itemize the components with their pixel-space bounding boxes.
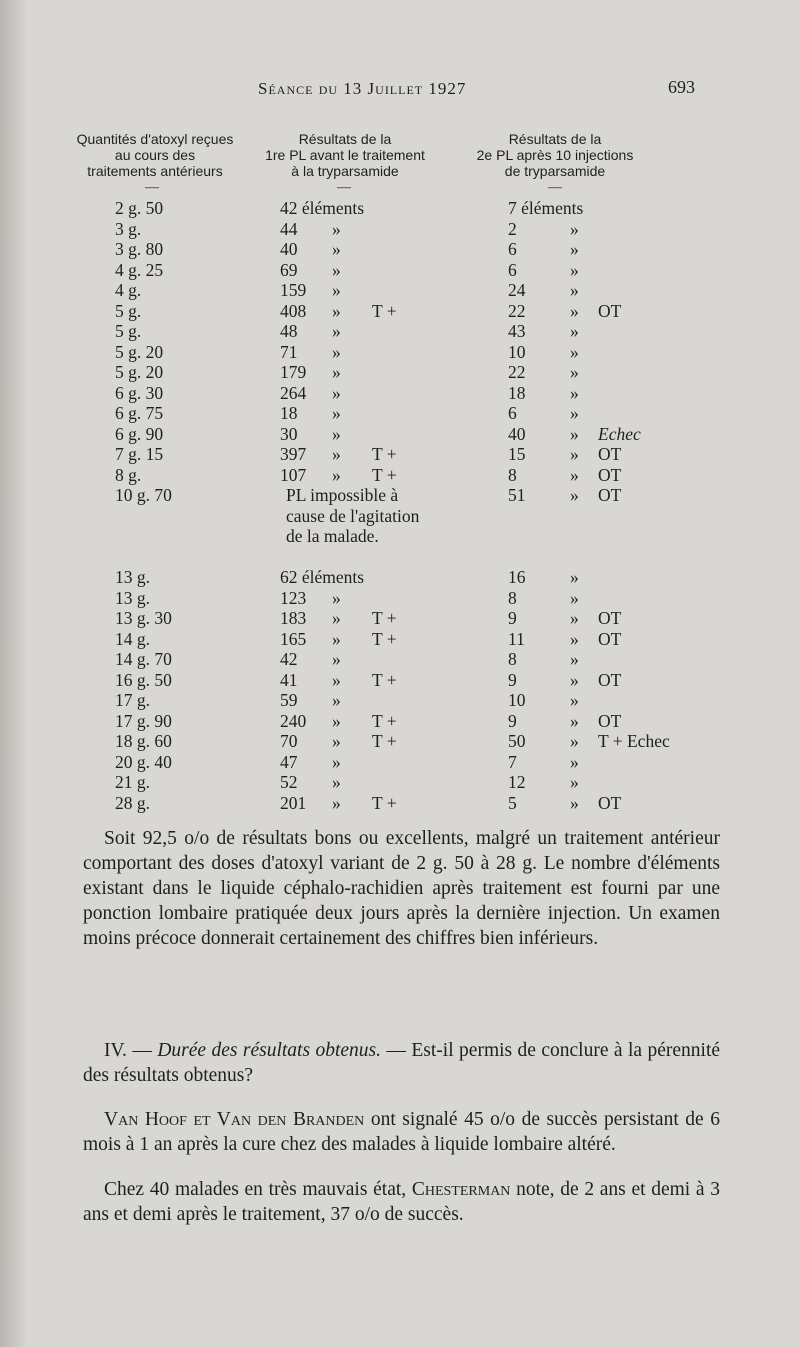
first-pl-ditto-cell: » [332,423,341,444]
column-header-second-pl [455,131,655,179]
second-pl-result-cell: OT [598,710,622,731]
page-number: 693 [668,77,695,97]
table-row [0,485,800,567]
table-row [0,629,800,650]
second-pl-value-cell: 7 éléments [508,198,584,218]
table-row [0,383,800,404]
column-dash: — [145,180,159,195]
second-pl-ditto-cell: » [570,567,579,587]
atoxyl-dose-cell: 17 g. [115,690,150,710]
second-pl-ditto-cell: » [570,321,579,341]
column-header-line: au cours des [114,147,196,163]
table-row [0,690,800,711]
table-row [0,424,800,445]
atoxyl-dose-cell: 8 g. [115,464,142,485]
atoxyl-dose-cell: 6 g. 30 [115,382,164,403]
atoxyl-dose-cell: 5 g. [115,321,142,341]
first-pl-ditto-cell: » [332,444,341,464]
table-row [0,588,800,609]
column-dash: — [337,180,351,195]
atoxyl-dose-cell: 6 g. 90 [115,423,164,444]
section-heading [83,1038,720,1088]
second-pl-ditto-cell: » [570,731,579,751]
table-row [0,342,800,363]
table-row [0,670,800,691]
table-row [0,280,800,301]
atoxyl-dose-cell: 3 g. [115,218,142,239]
second-pl-result-cell: OT [598,669,622,690]
second-pl-result-cell: Echec [598,423,641,444]
paragraph-chesterman [83,1177,720,1227]
second-pl-value-cell: 7 [508,751,517,772]
second-pl-ditto-cell: » [570,608,579,628]
first-pl-value-cell: 44 [280,218,298,239]
first-pl-ditto-cell: » [332,300,341,321]
second-pl-ditto-cell: » [570,690,579,710]
first-pl-ditto-cell: » [332,608,341,628]
first-pl-value-cell: 48 [280,321,298,341]
first-pl-value-cell: 179 [280,362,307,382]
first-pl-value-cell: 71 [280,341,298,362]
column-header-line: traitements antérieurs [87,163,223,179]
second-pl-ditto-cell: » [570,464,579,485]
first-pl-tag-cell: T + [372,710,397,731]
atoxyl-dose-cell: 10 g. 70 [115,485,172,505]
paragraph-van-hoof [83,1107,720,1157]
second-pl-value-cell: 16 [508,567,526,587]
table-row [0,444,800,465]
atoxyl-dose-cell: 6 g. 75 [115,403,164,423]
table-row [0,239,800,260]
second-pl-value-cell: 8 [508,464,517,485]
atoxyl-dose-cell: 5 g. [115,300,142,321]
table-row [0,711,800,732]
first-pl-ditto-cell: » [332,341,341,362]
results-table [0,198,800,813]
page-header [0,75,800,105]
first-pl-tag-cell: T + [372,444,397,464]
second-pl-value-cell: 51 [508,485,526,505]
second-pl-result-cell: OT [598,628,622,649]
second-pl-value-cell: 9 [508,669,517,690]
second-pl-value-cell: 10 [508,690,526,710]
second-pl-value-cell: 24 [508,280,526,300]
second-pl-value-cell: 8 [508,649,517,669]
table-row [0,362,800,383]
atoxyl-dose-cell: 4 g. 25 [115,259,164,280]
first-pl-tag-cell: T + [372,608,397,628]
first-pl-ditto-cell: » [332,218,341,239]
paragraph-text: Soit 92,5 o/o de résultats bons ou excellents, malgré un traitement antérieur comportant des doses d'atoxyl variant de 2 g. 50 à 28 g. Le nombre d'éléments existant dans le liquide céphalo-rachidien après traitement est fourni par une ponction lombaire pratiquée deux jours après la dernière injection. Un examen moins précoce donnerait certainement des chiffres bien inférieurs. [83,828,720,949]
first-pl-ditto-cell: » [332,772,341,792]
first-pl-value-cell: 183 [280,608,307,628]
column-header-line: Résultats de la [298,131,392,147]
author-name: Chesterman [411,1178,511,1200]
first-pl-tag-cell: T + [372,300,397,321]
second-pl-value-cell: 6 [508,239,517,259]
first-pl-tag-cell: T + [372,731,397,751]
first-pl-value-cell: 41 [280,669,298,690]
second-pl-ditto-cell: » [570,669,579,690]
second-pl-value-cell: 12 [508,772,526,792]
column-header-line: Résultats de la [508,131,602,147]
atoxyl-dose-cell: 20 g. 40 [115,751,172,772]
second-pl-value-cell: 15 [508,444,526,464]
first-pl-value-cell: 47 [280,751,298,772]
second-pl-ditto-cell: » [570,259,579,280]
first-pl-tag-cell: T + [372,628,397,649]
first-pl-value-cell: 40 [280,239,298,259]
first-pl-tag-cell: T + [372,669,397,690]
column-header-atoxyl [55,131,255,179]
atoxyl-dose-cell: 21 g. [115,772,150,792]
first-pl-ditto-cell: » [332,362,341,382]
second-pl-value-cell: 11 [508,628,525,649]
first-pl-ditto-cell: » [332,669,341,690]
first-pl-value-cell: 30 [280,423,298,444]
second-pl-ditto-cell: » [570,362,579,382]
second-pl-value-cell: 22 [508,300,526,321]
second-pl-result-cell: OT [598,485,622,505]
first-pl-tag-cell: T + [372,792,397,813]
second-pl-result-cell: OT [598,792,622,813]
first-pl-ditto-cell: » [332,239,341,259]
first-pl-ditto-cell: » [332,464,341,485]
second-pl-result-cell: OT [598,608,622,628]
first-pl-ditto-cell: » [332,690,341,710]
atoxyl-dose-cell: 17 g. 90 [115,710,172,731]
second-pl-value-cell: 10 [508,341,526,362]
column-header-first-pl [240,131,450,179]
second-pl-ditto-cell: » [570,444,579,464]
second-pl-value-cell: 9 [508,710,517,731]
table-row [0,772,800,793]
atoxyl-dose-cell: 28 g. [115,792,150,813]
atoxyl-dose-cell: 2 g. 50 [115,198,164,218]
paragraph-text: note, de 2 ans et demi à 3 ans et demi après le traitement, 37 o/o de succès. [83,1178,720,1225]
second-pl-value-cell: 22 [508,362,526,382]
second-pl-ditto-cell: » [570,382,579,403]
column-header-line: de tryparsamide [504,163,606,179]
second-pl-value-cell: 43 [508,321,526,341]
column-header-line: à la tryparsamide [291,163,399,179]
atoxyl-dose-cell: 5 g. 20 [115,362,164,382]
first-pl-value-cell: 70 [280,731,298,751]
atoxyl-dose-cell: 4 g. [115,280,142,300]
atoxyl-dose-cell: 13 g. [115,567,150,587]
first-pl-value-cell: 240 [280,710,307,731]
second-pl-ditto-cell: » [570,341,579,362]
first-pl-value-cell: 42 [280,649,298,669]
second-pl-value-cell: 2 [508,218,517,239]
column-header-line: Quantités d'atoxyl reçues [76,131,234,147]
second-pl-value-cell: 40 [508,423,526,444]
paragraph-results [83,826,720,951]
table-row [0,731,800,752]
first-pl-value-cell: 165 [280,628,307,649]
first-pl-ditto-cell: » [332,587,341,608]
atoxyl-dose-cell: 16 g. 50 [115,669,172,690]
second-pl-ditto-cell: » [570,772,579,792]
table-row [0,465,800,486]
second-pl-ditto-cell: » [570,218,579,239]
table-row [0,608,800,629]
first-pl-note-cell: PL impossible à cause de l'agitation de la malade. [286,485,420,546]
second-pl-ditto-cell: » [570,239,579,259]
second-pl-ditto-cell: » [570,751,579,772]
table-row [0,301,800,322]
table-row [0,321,800,342]
first-pl-value-cell: 201 [280,792,307,813]
first-pl-value-cell: 69 [280,259,298,280]
column-header-line: 1re PL avant le traitement [265,147,425,163]
atoxyl-dose-cell: 3 g. 80 [115,239,164,259]
table-row [0,219,800,240]
atoxyl-dose-cell: 13 g. [115,587,150,608]
second-pl-result-cell: OT [598,464,622,485]
atoxyl-dose-cell: 7 g. 15 [115,444,164,464]
first-pl-value-cell: 107 [280,464,307,485]
first-pl-value-cell: 397 [280,444,307,464]
second-pl-value-cell: 6 [508,259,517,280]
second-pl-result-cell: OT [598,300,622,321]
second-pl-ditto-cell: » [570,710,579,731]
first-pl-ditto-cell: » [332,731,341,751]
first-pl-value-cell: 159 [280,280,307,300]
first-pl-value-cell: 408 [280,300,307,321]
first-pl-ditto-cell: » [332,382,341,403]
first-pl-tag-cell: T + [372,464,397,485]
section-number: IV. — [104,1039,152,1061]
atoxyl-dose-cell: 5 g. 20 [115,341,164,362]
first-pl-ditto-cell: » [332,710,341,731]
second-pl-ditto-cell: » [570,792,579,813]
author-name: Van Hoof et Van den Branden [104,1109,365,1130]
first-pl-value-cell: 123 [280,587,307,608]
first-pl-value-cell: 42 éléments [280,198,365,218]
second-pl-result-cell: T + Echec [598,731,670,751]
second-pl-value-cell: 6 [508,403,517,423]
second-pl-ditto-cell: » [570,649,579,669]
second-pl-value-cell: 18 [508,382,526,403]
second-pl-ditto-cell: » [570,587,579,608]
table-row [0,793,800,814]
second-pl-ditto-cell: » [570,403,579,423]
second-pl-result-cell: OT [598,444,622,464]
column-header-line: 2e PL après 10 injections [476,147,634,163]
first-pl-ditto-cell: » [332,751,341,772]
table-row [0,567,800,588]
section-title: Durée des résultats obtenus. [157,1039,382,1061]
table-row [0,752,800,773]
first-pl-value-cell: 52 [280,772,298,792]
second-pl-ditto-cell: » [570,423,579,444]
table-row [0,198,800,219]
second-pl-value-cell: 50 [508,731,526,751]
first-pl-ditto-cell: » [332,321,341,341]
second-pl-ditto-cell: » [570,485,579,505]
second-pl-ditto-cell: » [570,628,579,649]
paragraph-text: ont signalé 45 o/o de succès persistant de 6 mois à 1 an après la cure chez des malades à liquide lombaire altéré. [83,1109,720,1155]
atoxyl-dose-cell: 14 g. [115,628,150,649]
first-pl-ditto-cell: » [332,280,341,300]
paragraph-text: Chez 40 malades en très mauvais état, [104,1178,412,1200]
first-pl-value-cell: 264 [280,382,307,403]
second-pl-value-cell: 9 [508,608,517,628]
table-row [0,403,800,424]
section-iv [83,1018,720,1246]
first-pl-ditto-cell: » [332,628,341,649]
table-row [0,649,800,670]
column-dash: — [548,180,562,195]
second-pl-ditto-cell: » [570,280,579,300]
atoxyl-dose-cell: 13 g. 30 [115,608,172,628]
first-pl-ditto-cell: » [332,649,341,669]
first-pl-value-cell: 62 éléments [280,567,365,587]
running-head: Séance du 13 Juillet 1927 [258,79,467,98]
atoxyl-dose-cell: 14 g. 70 [115,649,172,669]
second-pl-value-cell: 5 [508,792,517,813]
first-pl-ditto-cell: » [332,403,341,423]
first-pl-ditto-cell: » [332,259,341,280]
first-pl-value-cell: 59 [280,690,298,710]
table-row [0,260,800,281]
first-pl-value-cell: 18 [280,403,298,423]
second-pl-ditto-cell: » [570,300,579,321]
section-question: — Est-il permis de conclure à la pérennité des résultats obtenus? [83,1039,721,1086]
atoxyl-dose-cell: 18 g. 60 [115,731,172,751]
first-pl-ditto-cell: » [332,792,341,813]
second-pl-value-cell: 8 [508,587,517,608]
